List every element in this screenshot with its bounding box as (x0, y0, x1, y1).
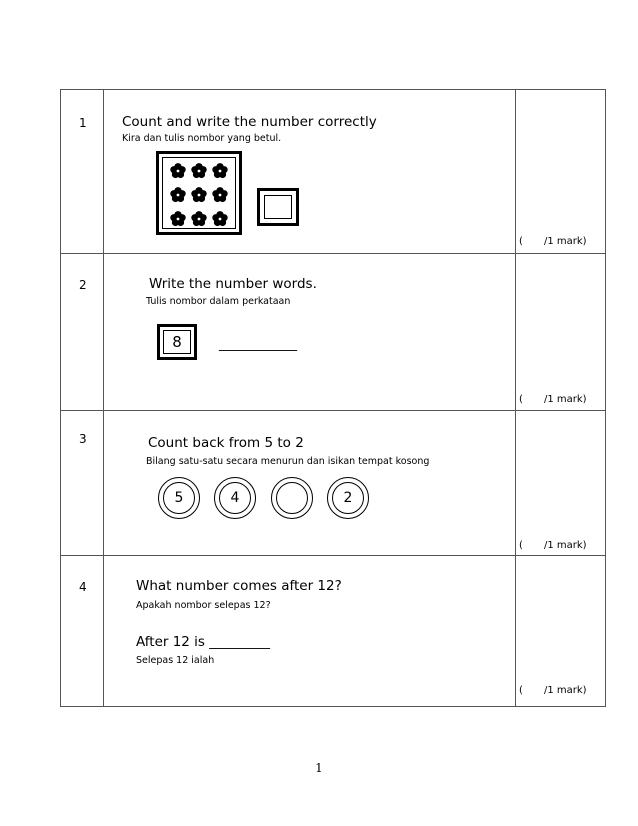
question-number: 3 (79, 432, 87, 446)
question-number: 2 (79, 278, 87, 292)
answer-subtitle: Selepas 12 ialah (136, 655, 215, 666)
flower-icon (212, 211, 227, 226)
question-title: What number comes after 12? (136, 578, 342, 594)
flower-icon (191, 187, 206, 202)
page-number: 1 (315, 761, 323, 775)
flower-icon (170, 211, 185, 226)
boxed-number: 8 (163, 330, 191, 354)
question-subtitle: Bilang satu-satu secara menurun dan isikan tempat kosong (146, 456, 430, 467)
number-circle: 4 (214, 477, 256, 519)
question-row-1: 1 Count and write the number correctly Kira dan tulis nombor yang betul. ( /1 mark) (79, 114, 587, 247)
number-circle: 2 (327, 477, 369, 519)
flower-icon (170, 187, 185, 202)
question-title: Count and write the number correctly (122, 114, 377, 130)
flower-icon (191, 163, 206, 178)
question-row-2: 2 Write the number words. Tulis nombor dalam perkataan 8 ____________ ( /1 mark) (79, 276, 587, 405)
question-row-4: 4 What number comes after 12? Apakah nombor selepas 12? After 12 is _________ Selepas 12 ialah ( /1 mark) (79, 578, 587, 696)
number-circle-empty[interactable] (271, 477, 313, 519)
question-title: Write the number words. (149, 276, 317, 292)
question-subtitle: Tulis nombor dalam perkataan (146, 296, 291, 307)
question-subtitle: Apakah nombor selepas 12? (136, 600, 271, 611)
worksheet-table (60, 89, 606, 707)
number-circle: 5 (158, 477, 200, 519)
question-number: 1 (79, 116, 87, 130)
flower-picture-box (156, 151, 242, 235)
flower-icon (212, 187, 227, 202)
question-number: 4 (79, 580, 87, 594)
flower-group (159, 154, 239, 232)
flower-icon (212, 163, 227, 178)
question-title: Count back from 5 to 2 (148, 435, 304, 451)
number-box (157, 324, 197, 360)
question-subtitle: Kira dan tulis nombor yang betul. (122, 133, 282, 144)
answer-line[interactable]: After 12 is _________ (136, 634, 271, 650)
answer-box[interactable] (257, 188, 299, 226)
flower-icon (191, 211, 206, 226)
flower-icon (170, 163, 185, 178)
answer-blank[interactable]: ____________ (219, 337, 297, 352)
question-row-3: 3 Count back from 5 to 2 Bilang satu-satu secara menurun dan isikan tempat kosong 5 4 2 ( /1 mark) (79, 432, 587, 551)
